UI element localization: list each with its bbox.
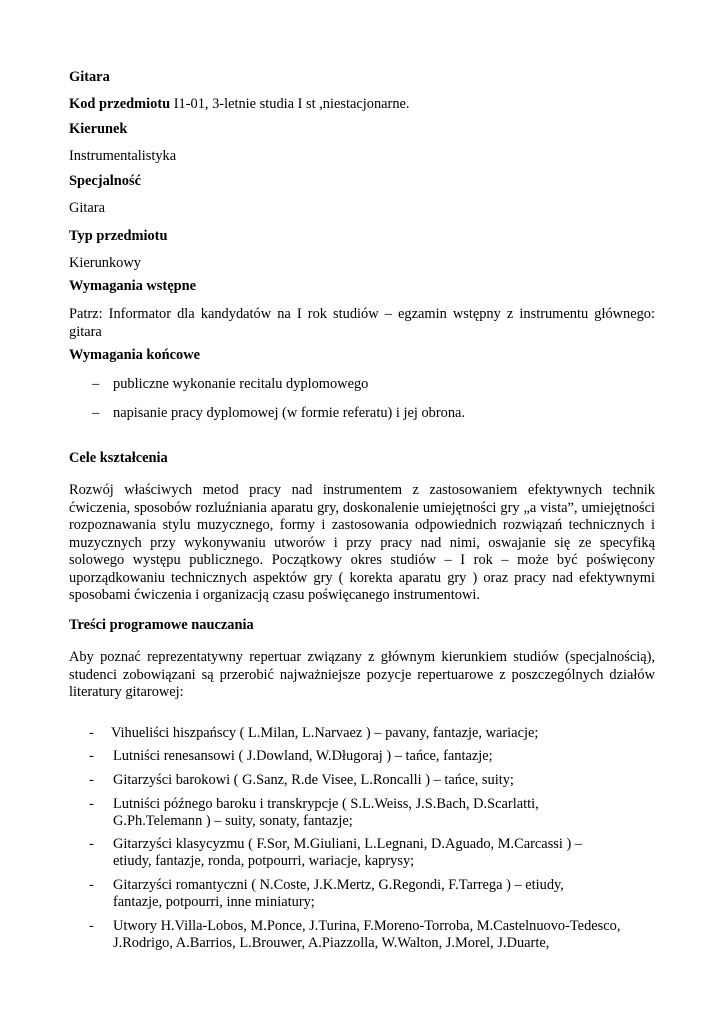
subject-type-value: Kierunkowy bbox=[69, 255, 141, 271]
hyphen-bullet: - bbox=[89, 918, 94, 934]
final-requirements-label: Wymagania końcowe bbox=[69, 347, 200, 363]
document-title: Gitara bbox=[69, 69, 110, 85]
hyphen-bullet: - bbox=[89, 796, 94, 812]
course-code-label: Kod przedmiotu bbox=[69, 96, 171, 112]
hyphen-bullet: - bbox=[89, 725, 94, 741]
dash-bullet: – bbox=[92, 405, 100, 421]
course-code-line bbox=[69, 96, 655, 114]
hyphen-bullet: - bbox=[89, 772, 94, 788]
list-item-text: Lutniści renesansowi ( J.Dowland, W.Długoraj ) – tańce, fantazje; bbox=[113, 748, 493, 764]
list-item-text: Vihueliści hiszpańscy ( L.Milan, L.Narvaez ) – pavany, fantazje, wariacje; bbox=[111, 725, 539, 741]
list-item-text: Gitarzyści barokowi ( G.Sanz, R.de Visee, L.Roncalli ) – tańce, suity; bbox=[113, 772, 514, 788]
list-item-text: Gitarzyści romantyczni ( N.Coste, J.K.Mertz, G.Regondi, F.Tarrega ) – etiudy, fantazje, potpourri, inne miniatury; bbox=[113, 877, 564, 910]
list-item-text: Gitarzyści klasycyzmu ( F.Sor, M.Giuliani, L.Legnani, D.Aguado, M.Carcassi ) – etiudy, fantazje, ronda, potpourri, wariacje, kaprysy; bbox=[113, 836, 583, 869]
course-code-value: I1-01, 3-letnie studia I st ,niestacjonarne. bbox=[170, 96, 410, 112]
specialty-value: Gitara bbox=[69, 200, 105, 216]
direction-label: Kierunek bbox=[69, 121, 128, 137]
list-item-text: napisanie pracy dyplomowej (w formie referatu) i jej obrona. bbox=[113, 405, 466, 421]
objectives-text: Rozwój właściwych metod pracy nad instrumentem z zastosowaniem efektywnych technik ćwiczenia, sposobów rozluźniania aparatu gry, doskonalenie umiejętności gry „a vista”, umiejętności rozpoznawania stylu muzycznego, formy i zastosowania odpowiednich rozwiązań technicznych i muzycznych przy wykonywaniu utworów i przy pracy nad nimi, oswajanie się ze specyfiką solowego występu publicznego. Początkowy okres studiów – I rok – może być poświęcony uporządkowaniu technicznych aspektów gry ( korekta aparatu gry ) oraz pracy nad efektywnymi sposobami ćwiczenia i organizacją czasu poświęcanego instrumentowi. bbox=[69, 482, 655, 603]
list-item-text: Lutniści późnego baroku i transkrypcje ( S.L.Weiss, J.S.Bach, D.Scarlatti, G.Ph.Telemann ) – suity, sonaty, fantazje; bbox=[113, 796, 539, 829]
list-item-text: Utwory H.Villa-Lobos, M.Ponce, J.Turina, F.Moreno-Torroba, M.Castelnuovo-Tedesco, J.Rodrigo, A.Barrios, L.Brouwer, A.Piazzolla, W.Walton, J.Morel, J.Duarte, bbox=[113, 918, 621, 951]
dash-bullet: – bbox=[92, 376, 100, 392]
subject-type-label: Typ przedmiotu bbox=[69, 228, 168, 244]
direction-value: Instrumentalistyka bbox=[69, 148, 177, 164]
specialty-label: Specjalność bbox=[69, 173, 141, 189]
entry-requirements-label: Wymagania wstępne bbox=[69, 278, 196, 294]
program-label: Treści programowe nauczania bbox=[69, 617, 254, 633]
entry-requirements-text: Patrz: Informator dla kandydatów na I rok studiów – egzamin wstępny z instrumentu głównego: gitara bbox=[69, 306, 655, 340]
objectives-label: Cele kształcenia bbox=[69, 450, 168, 466]
program-intro: Aby poznać reprezentatywny repertuar związany z głównym kierunkiem studiów (specjalnością), studenci zobowiązani są przerobić najważniejsze pozycje repertuarowe z poszczególnych działów literatury gitarowej: bbox=[69, 649, 655, 700]
hyphen-bullet: - bbox=[89, 748, 94, 764]
list-item-text: publiczne wykonanie recitalu dyplomowego bbox=[113, 376, 369, 392]
hyphen-bullet: - bbox=[89, 836, 94, 852]
hyphen-bullet: - bbox=[89, 877, 94, 893]
